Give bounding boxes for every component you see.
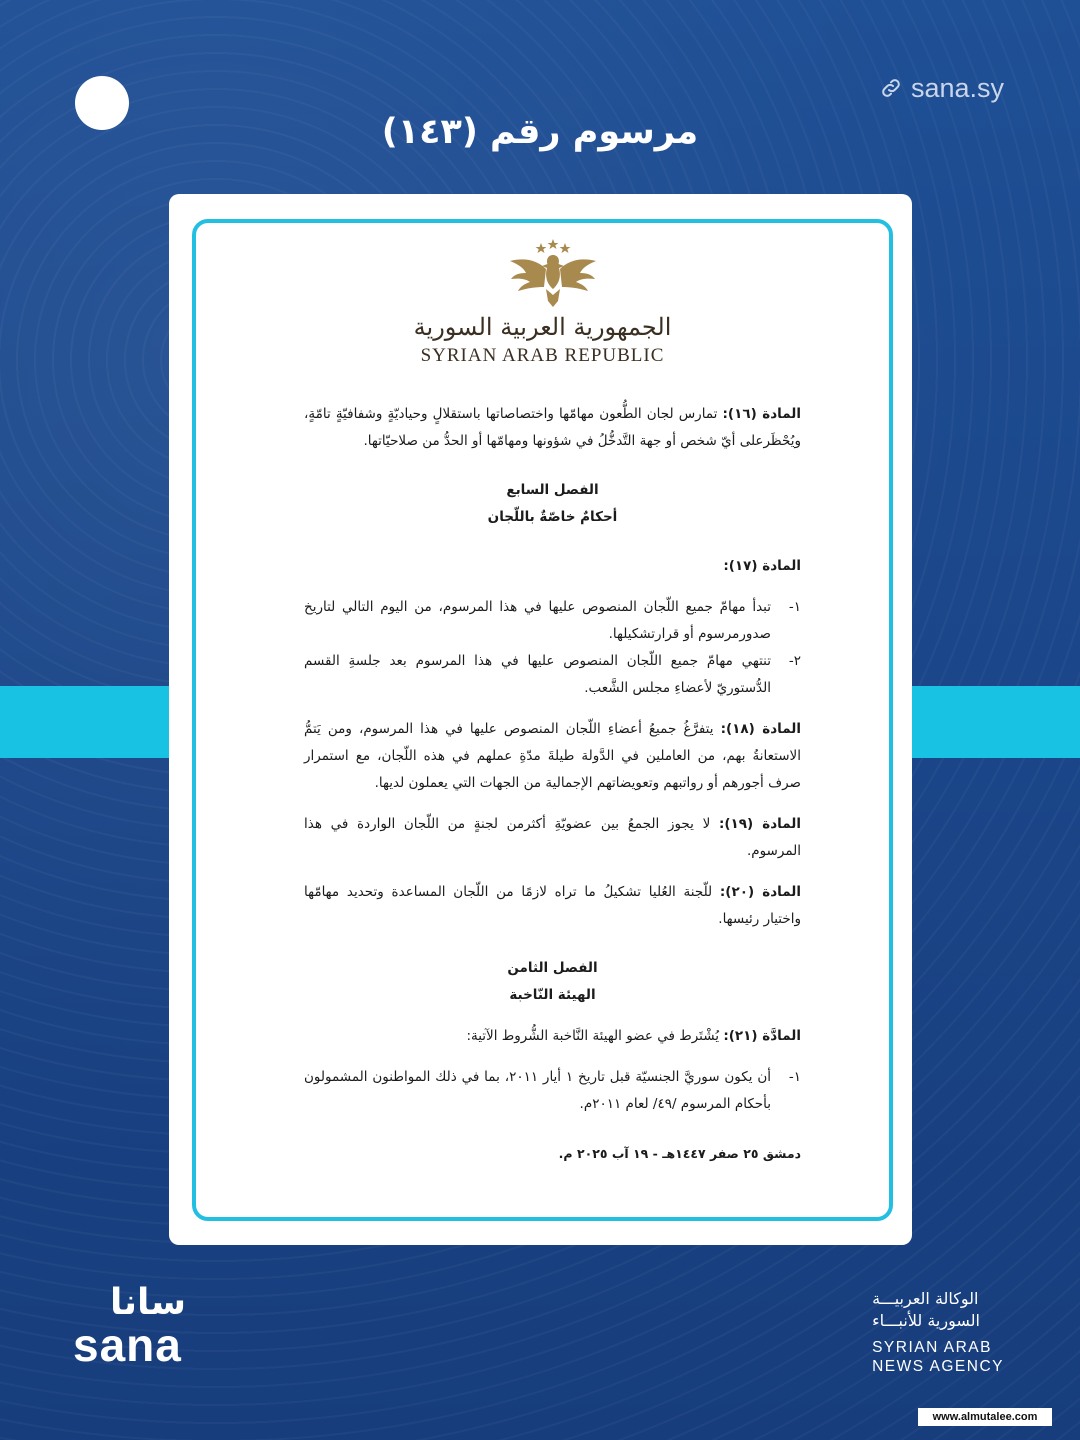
article-20 xyxy=(304,879,801,933)
republic-name-arabic: الجمهورية العربية السورية xyxy=(413,313,672,341)
article-19 xyxy=(304,811,801,865)
list-item xyxy=(304,594,801,648)
republic-name-english: SYRIAN ARAB REPUBLIC xyxy=(420,345,665,366)
article-text: للّجنة العُليا تشكيلُ ما تراه لازمًا من اللّجان المساعدة وتحديد مهامّها واختيار رئيسها. xyxy=(304,884,801,927)
agency-name-english-line-1: SYRIAN ARAB xyxy=(872,1339,992,1356)
eagle-emblem-icon xyxy=(508,239,598,311)
item-number: ١- xyxy=(788,1069,801,1085)
decree-date: دمشق ٢٥ صفر ١٤٤٧هـ - ١٩ آب ٢٠٢٥ م. xyxy=(558,1146,801,1161)
article-label: المادة (٢٠): xyxy=(719,884,801,900)
agency-name-arabic-line-2: السورية للأنبـــاء xyxy=(872,1311,980,1330)
chapter-7-title: الفصل السابع xyxy=(506,482,599,498)
source-text: sana.sy xyxy=(910,72,1004,103)
article-18 xyxy=(304,716,801,797)
article-17 xyxy=(304,553,801,580)
watermark: www.almutalee.com xyxy=(918,1408,1052,1426)
article-16 xyxy=(304,401,801,455)
agency-name-arabic-line-1: الوكالة العربيـــة xyxy=(872,1289,979,1308)
chapter-7-subtitle: أحكامٌ خاصّةٌ باللّجان xyxy=(487,509,618,525)
decree-body xyxy=(304,401,801,1167)
item-text: أن يكون سوريَّ الجنسيّة قبل تاريخ ١ أيار ٢٠١١، بما في ذلك المواطنون المشمولون بأحكام المرسوم /٤٩/ لعام ٢٠١١م. xyxy=(304,1069,771,1112)
item-text: تنتهي مهامّ جميع اللّجان المنصوص عليها في هذا المرسوم بعد جلسةِ القسم الدُّستوريّ لأعضاءِ مجلس الشَّعب. xyxy=(304,653,771,696)
article-text: تمارس لجان الطُّعون مهامّها واختصاصاتها باستقلالٍ وحياديّةٍ وشفافيّةٍ تامّةٍ، ويُحْظَرعلى أيّ شخص أو جهة التَّدخُّلُ في شؤونها ومهامّها أو الحدُّ من صلاحيّاتها. xyxy=(304,406,801,449)
article-label: المادة (١٧): xyxy=(723,558,801,574)
item-number: ٢- xyxy=(788,653,801,669)
sana-logo-latin: sana xyxy=(73,1319,182,1371)
page-title: مرسوم رقم (١٤٣) xyxy=(381,112,699,152)
article-text: يُشْتَرط في عضو الهيئة النَّاخبة الشُّروط الآتية: xyxy=(466,1028,720,1044)
chapter-8-subtitle: الهيئة النّاخبة xyxy=(509,987,596,1003)
article-21 xyxy=(304,1023,801,1050)
article-label: المادة (١٩): xyxy=(718,816,801,832)
article-label: المادة (١٦): xyxy=(722,406,801,422)
agency-name xyxy=(872,1288,1004,1376)
decree-document xyxy=(192,219,893,1221)
list-item xyxy=(304,648,801,702)
article-label: المادَّة (٢١): xyxy=(723,1028,801,1044)
link-icon xyxy=(879,76,903,100)
article-text: يتفرَّغُ جميعُ أعضاءِ اللّجان المنصوص عليها في هذا المرسوم، ومن يَتمُّ الاستعانةُ بهم، من العاملين في الدَّولة طيلةَ مدّةِ عملهم في هذه اللّجان، مع استمرار صرف أجورهم أو رواتبهم وتعويضاتهم الإجمالية من الجهات التي يعملون لديها. xyxy=(304,721,801,791)
item-text: تبدأ مهامّ جميع اللّجان المنصوص عليها في هذا المرسوم، من اليوم التالي لتاريخ صدورمرسوم أو قرارتشكيلها. xyxy=(304,599,771,642)
article-text: لا يجوز الجمعُ بين عضويّةِ أكثرمن لجنةٍ من اللّجان الواردة في هذا المرسوم. xyxy=(304,816,801,859)
chapter-8-title: الفصل الثامن xyxy=(507,960,598,976)
item-number: ١- xyxy=(788,599,801,615)
source-link[interactable] xyxy=(879,70,1004,106)
list-item xyxy=(304,1064,801,1118)
article-label: المادة (١٨): xyxy=(720,721,801,737)
sana-logo-arabic: سانا xyxy=(110,1282,186,1323)
agency-name-english-line-2: NEWS AGENCY xyxy=(872,1358,1004,1375)
